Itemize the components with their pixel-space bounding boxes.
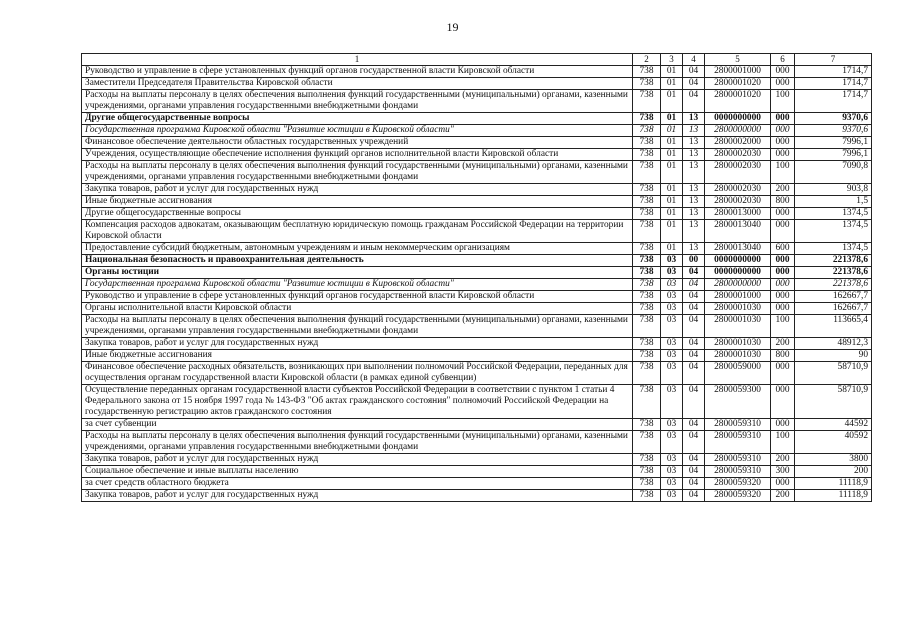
row-amount: 162667,7 — [795, 291, 872, 303]
row-expense-type: 000 — [771, 125, 795, 137]
row-expense-type: 100 — [771, 90, 795, 113]
row-target-article: 2800059310 — [705, 466, 771, 478]
row-subsection-code: 00 — [683, 255, 705, 267]
row-name: Расходы на выплаты персоналу в целях обеспечения выполнения функций государственными (муниципальными) органами, казенными учреждениями, органами управления государственными внебюджетными фондами — [82, 90, 633, 113]
row-name: Расходы на выплаты персоналу в целях обеспечения выполнения функций государственными (муниципальными) органами, казенными учреждениями, органами управления государственными внебюджетными фондами — [82, 161, 633, 184]
row-subsection-code: 13 — [683, 149, 705, 161]
table-row — [82, 431, 872, 454]
column-header: 4 — [683, 54, 705, 66]
row-amount: 1374,5 — [795, 243, 872, 255]
row-name: Компенсация расходов адвокатам, оказывающим бесплатную юридическую помощь гражданам Российской Федерации на территории Кировской области — [82, 220, 633, 243]
row-amount: 58710,9 — [795, 362, 872, 385]
row-expense-type: 000 — [771, 385, 795, 419]
row-expense-type: 000 — [771, 267, 795, 279]
table-row — [82, 90, 872, 113]
column-header: 1 — [82, 54, 633, 66]
row-name: Закупка товаров, работ и услуг для государственных нужд — [82, 490, 633, 502]
row-subsection-code: 13 — [683, 220, 705, 243]
row-target-article: 2800059310 — [705, 454, 771, 466]
row-expense-type: 200 — [771, 338, 795, 350]
column-number-row — [82, 54, 872, 66]
row-section-code: 01 — [661, 125, 683, 137]
row-amount: 9370,6 — [795, 113, 872, 125]
row-target-article: 2800002030 — [705, 161, 771, 184]
row-expense-type: 200 — [771, 490, 795, 502]
row-section-code: 03 — [661, 338, 683, 350]
row-target-article: 2800001030 — [705, 315, 771, 338]
row-section-code: 01 — [661, 149, 683, 161]
row-section-code: 01 — [661, 113, 683, 125]
row-ministry-code: 738 — [633, 113, 661, 125]
row-target-article: 2800059320 — [705, 478, 771, 490]
row-subsection-code: 04 — [683, 66, 705, 78]
table-row — [82, 419, 872, 431]
row-amount: 221378,6 — [795, 267, 872, 279]
table-row — [82, 161, 872, 184]
row-section-code: 01 — [661, 161, 683, 184]
row-section-code: 03 — [661, 466, 683, 478]
row-subsection-code: 13 — [683, 125, 705, 137]
row-ministry-code: 738 — [633, 208, 661, 220]
row-section-code: 03 — [661, 490, 683, 502]
row-amount: 1374,5 — [795, 220, 872, 243]
row-name: Органы исполнительной власти Кировской области — [82, 303, 633, 315]
table-row — [82, 291, 872, 303]
column-header: 6 — [771, 54, 795, 66]
row-subsection-code: 04 — [683, 362, 705, 385]
row-subsection-code: 04 — [683, 350, 705, 362]
row-name: Руководство и управление в сфере установленных функций органов государственной власти Кировской области — [82, 291, 633, 303]
row-ministry-code: 738 — [633, 291, 661, 303]
row-amount: 1,5 — [795, 196, 872, 208]
row-section-code: 03 — [661, 478, 683, 490]
row-subsection-code: 04 — [683, 385, 705, 419]
row-amount: 48912,3 — [795, 338, 872, 350]
table-row — [82, 267, 872, 279]
row-name: Государственная программа Кировской области "Развитие юстиции в Кировской области" — [82, 125, 633, 137]
table-row — [82, 490, 872, 502]
row-ministry-code: 738 — [633, 362, 661, 385]
row-name: Финансовое обеспечение деятельности областных государственных учреждений — [82, 137, 633, 149]
table-row — [82, 196, 872, 208]
row-expense-type: 000 — [771, 362, 795, 385]
row-expense-type: 100 — [771, 431, 795, 454]
column-header: 7 — [795, 54, 872, 66]
row-name: Предоставление субсидий бюджетным, автономным учреждениям и иным некоммерческим организациям — [82, 243, 633, 255]
table-row — [82, 454, 872, 466]
table-row — [82, 350, 872, 362]
row-section-code: 01 — [661, 66, 683, 78]
table-row — [82, 113, 872, 125]
row-section-code: 03 — [661, 350, 683, 362]
row-expense-type: 800 — [771, 350, 795, 362]
table-row — [82, 362, 872, 385]
row-section-code: 03 — [661, 419, 683, 431]
row-target-article: 2800059000 — [705, 362, 771, 385]
row-name: Иные бюджетные ассигнования — [82, 350, 633, 362]
row-section-code: 03 — [661, 279, 683, 291]
table-body — [82, 66, 872, 502]
row-ministry-code: 738 — [633, 149, 661, 161]
row-name: Закупка товаров, работ и услуг для государственных нужд — [82, 184, 633, 196]
row-ministry-code: 738 — [633, 315, 661, 338]
row-subsection-code: 13 — [683, 243, 705, 255]
column-header: 2 — [633, 54, 661, 66]
row-ministry-code: 738 — [633, 478, 661, 490]
table-row — [82, 125, 872, 137]
row-ministry-code: 738 — [633, 431, 661, 454]
row-ministry-code: 738 — [633, 78, 661, 90]
row-subsection-code: 04 — [683, 303, 705, 315]
row-target-article: 2800059320 — [705, 490, 771, 502]
row-subsection-code: 04 — [683, 454, 705, 466]
table-row — [82, 243, 872, 255]
table-row — [82, 255, 872, 267]
row-subsection-code: 04 — [683, 338, 705, 350]
row-section-code: 03 — [661, 291, 683, 303]
table-row — [82, 279, 872, 291]
row-ministry-code: 738 — [633, 385, 661, 419]
row-expense-type: 000 — [771, 149, 795, 161]
row-section-code: 01 — [661, 137, 683, 149]
row-name: за счет субвенции — [82, 419, 633, 431]
row-target-article: 2800001030 — [705, 350, 771, 362]
row-name: Закупка товаров, работ и услуг для государственных нужд — [82, 454, 633, 466]
row-subsection-code: 04 — [683, 478, 705, 490]
row-subsection-code: 13 — [683, 113, 705, 125]
row-expense-type: 000 — [771, 303, 795, 315]
row-target-article: 2800002030 — [705, 196, 771, 208]
row-subsection-code: 04 — [683, 78, 705, 90]
row-target-article: 2800001000 — [705, 291, 771, 303]
row-section-code: 03 — [661, 315, 683, 338]
row-ministry-code: 738 — [633, 66, 661, 78]
row-section-code: 01 — [661, 90, 683, 113]
row-ministry-code: 738 — [633, 454, 661, 466]
row-ministry-code: 738 — [633, 220, 661, 243]
row-subsection-code: 04 — [683, 466, 705, 478]
row-target-article: 2800002000 — [705, 137, 771, 149]
row-section-code: 01 — [661, 184, 683, 196]
row-expense-type: 000 — [771, 279, 795, 291]
row-ministry-code: 738 — [633, 466, 661, 478]
row-target-article: 2800000000 — [705, 279, 771, 291]
table-row — [82, 137, 872, 149]
row-ministry-code: 738 — [633, 90, 661, 113]
row-target-article: 2800059300 — [705, 385, 771, 419]
row-amount: 7090,8 — [795, 161, 872, 184]
row-subsection-code: 13 — [683, 196, 705, 208]
row-expense-type: 800 — [771, 196, 795, 208]
row-expense-type: 200 — [771, 184, 795, 196]
row-ministry-code: 738 — [633, 243, 661, 255]
row-target-article: 2800001030 — [705, 338, 771, 350]
row-name: Другие общегосударственные вопросы — [82, 113, 633, 125]
row-section-code: 03 — [661, 303, 683, 315]
row-ministry-code: 738 — [633, 419, 661, 431]
row-subsection-code: 04 — [683, 490, 705, 502]
row-name: Национальная безопасность и правоохранительная деятельность — [82, 255, 633, 267]
row-name: Социальное обеспечение и иные выплаты населению — [82, 466, 633, 478]
row-ministry-code: 738 — [633, 255, 661, 267]
row-subsection-code: 13 — [683, 161, 705, 184]
row-expense-type: 100 — [771, 161, 795, 184]
row-subsection-code: 13 — [683, 208, 705, 220]
row-amount: 7996,1 — [795, 137, 872, 149]
table-row — [82, 315, 872, 338]
budget-table — [81, 53, 872, 502]
row-ministry-code: 738 — [633, 303, 661, 315]
row-ministry-code: 738 — [633, 125, 661, 137]
row-expense-type: 000 — [771, 478, 795, 490]
row-target-article: 2800059310 — [705, 419, 771, 431]
row-section-code: 03 — [661, 362, 683, 385]
row-amount: 1714,7 — [795, 78, 872, 90]
row-target-article: 2800013040 — [705, 243, 771, 255]
row-subsection-code: 04 — [683, 279, 705, 291]
row-amount: 1714,7 — [795, 90, 872, 113]
row-section-code: 01 — [661, 78, 683, 90]
row-section-code: 03 — [661, 431, 683, 454]
row-amount: 90 — [795, 350, 872, 362]
row-amount: 1374,5 — [795, 208, 872, 220]
row-name: Государственная программа Кировской области "Развитие юстиции в Кировской области" — [82, 279, 633, 291]
row-amount: 221378,6 — [795, 255, 872, 267]
row-name: Расходы на выплаты персоналу в целях обеспечения выполнения функций государственными (муниципальными) органами, казенными учреждениями, органами управления государственными внебюджетными фондами — [82, 431, 633, 454]
row-ministry-code: 738 — [633, 279, 661, 291]
row-amount: 7996,1 — [795, 149, 872, 161]
row-expense-type: 300 — [771, 466, 795, 478]
row-expense-type: 000 — [771, 419, 795, 431]
row-section-code: 01 — [661, 208, 683, 220]
table-row — [82, 66, 872, 78]
row-expense-type: 000 — [771, 78, 795, 90]
row-target-article: 0000000000 — [705, 113, 771, 125]
table-row — [82, 478, 872, 490]
row-expense-type: 000 — [771, 220, 795, 243]
row-ministry-code: 738 — [633, 338, 661, 350]
row-subsection-code: 04 — [683, 90, 705, 113]
column-header: 5 — [705, 54, 771, 66]
row-subsection-code: 13 — [683, 137, 705, 149]
row-name: Осуществление переданных органам государственной власти субъектов Российской Федерации в соответствии с пунктом 1 статьи 4 Федерального закона от 15 ноября 1997 года № 143-ФЗ "Об актах гражданского состояния" полномочий Российской Федерации на государственную регистрацию актов гражданского состояния — [82, 385, 633, 419]
row-amount: 1714,7 — [795, 66, 872, 78]
row-ministry-code: 738 — [633, 161, 661, 184]
table-row — [82, 149, 872, 161]
row-target-article: 2800002030 — [705, 184, 771, 196]
row-target-article: 0000000000 — [705, 255, 771, 267]
row-amount: 3800 — [795, 454, 872, 466]
row-target-article: 0000000000 — [705, 267, 771, 279]
table-row — [82, 208, 872, 220]
row-amount: 903,8 — [795, 184, 872, 196]
table-row — [82, 385, 872, 419]
row-section-code: 03 — [661, 267, 683, 279]
row-name: Закупка товаров, работ и услуг для государственных нужд — [82, 338, 633, 350]
row-name: Финансовое обеспечение расходных обязательств, возникающих при выполнении полномочий Российской Федерации, переданных для осуществления органам государственной власти Кировской области (в рамках единой субвенции) — [82, 362, 633, 385]
row-section-code: 01 — [661, 220, 683, 243]
row-section-code: 03 — [661, 385, 683, 419]
row-amount: 200 — [795, 466, 872, 478]
row-ministry-code: 738 — [633, 137, 661, 149]
row-ministry-code: 738 — [633, 184, 661, 196]
row-name: за счет средств областного бюджета — [82, 478, 633, 490]
row-name: Расходы на выплаты персоналу в целях обеспечения выполнения функций государственными (муниципальными) органами, казенными учреждениями, органами управления государственными внебюджетными фондами — [82, 315, 633, 338]
row-target-article: 2800001020 — [705, 78, 771, 90]
row-target-article: 2800002030 — [705, 149, 771, 161]
row-amount: 9370,6 — [795, 125, 872, 137]
row-subsection-code: 04 — [683, 315, 705, 338]
row-section-code: 01 — [661, 196, 683, 208]
table-row — [82, 303, 872, 315]
row-name: Другие общегосударственные вопросы — [82, 208, 633, 220]
row-amount: 162667,7 — [795, 303, 872, 315]
row-expense-type: 000 — [771, 208, 795, 220]
row-target-article: 2800001020 — [705, 90, 771, 113]
row-target-article: 2800001000 — [705, 66, 771, 78]
row-amount: 11118,9 — [795, 490, 872, 502]
row-amount: 58710,9 — [795, 385, 872, 419]
row-expense-type: 600 — [771, 243, 795, 255]
row-target-article: 2800001030 — [705, 303, 771, 315]
row-expense-type: 000 — [771, 255, 795, 267]
table-row — [82, 184, 872, 196]
table-row — [82, 220, 872, 243]
row-subsection-code: 13 — [683, 184, 705, 196]
row-subsection-code: 04 — [683, 431, 705, 454]
row-name: Заместители Председателя Правительства Кировской области — [82, 78, 633, 90]
row-target-article: 2800059310 — [705, 431, 771, 454]
row-subsection-code: 04 — [683, 267, 705, 279]
column-header: 3 — [661, 54, 683, 66]
row-target-article: 2800013040 — [705, 220, 771, 243]
table-row — [82, 78, 872, 90]
page-number: 19 — [446, 20, 459, 34]
row-subsection-code: 04 — [683, 419, 705, 431]
row-section-code: 03 — [661, 255, 683, 267]
row-amount: 40592 — [795, 431, 872, 454]
row-name: Руководство и управление в сфере установленных функций органов государственной власти Кировской области — [82, 66, 633, 78]
row-expense-type: 000 — [771, 291, 795, 303]
row-ministry-code: 738 — [633, 490, 661, 502]
row-amount: 221378,6 — [795, 279, 872, 291]
row-name: Органы юстиции — [82, 267, 633, 279]
row-amount: 11118,9 — [795, 478, 872, 490]
row-name: Иные бюджетные ассигнования — [82, 196, 633, 208]
row-ministry-code: 738 — [633, 267, 661, 279]
row-amount: 44592 — [795, 419, 872, 431]
row-target-article: 2800013000 — [705, 208, 771, 220]
row-expense-type: 000 — [771, 137, 795, 149]
row-target-article: 2800000000 — [705, 125, 771, 137]
row-expense-type: 200 — [771, 454, 795, 466]
row-expense-type: 000 — [771, 113, 795, 125]
row-ministry-code: 738 — [633, 350, 661, 362]
row-amount: 113665,4 — [795, 315, 872, 338]
row-subsection-code: 04 — [683, 291, 705, 303]
row-section-code: 01 — [661, 243, 683, 255]
row-expense-type: 000 — [771, 66, 795, 78]
table-row — [82, 466, 872, 478]
row-name: Учреждения, осуществляющие обеспечение исполнения функций органов исполнительной власти Кировской области — [82, 149, 633, 161]
table-row — [82, 338, 872, 350]
row-ministry-code: 738 — [633, 196, 661, 208]
row-expense-type: 100 — [771, 315, 795, 338]
row-section-code: 03 — [661, 454, 683, 466]
